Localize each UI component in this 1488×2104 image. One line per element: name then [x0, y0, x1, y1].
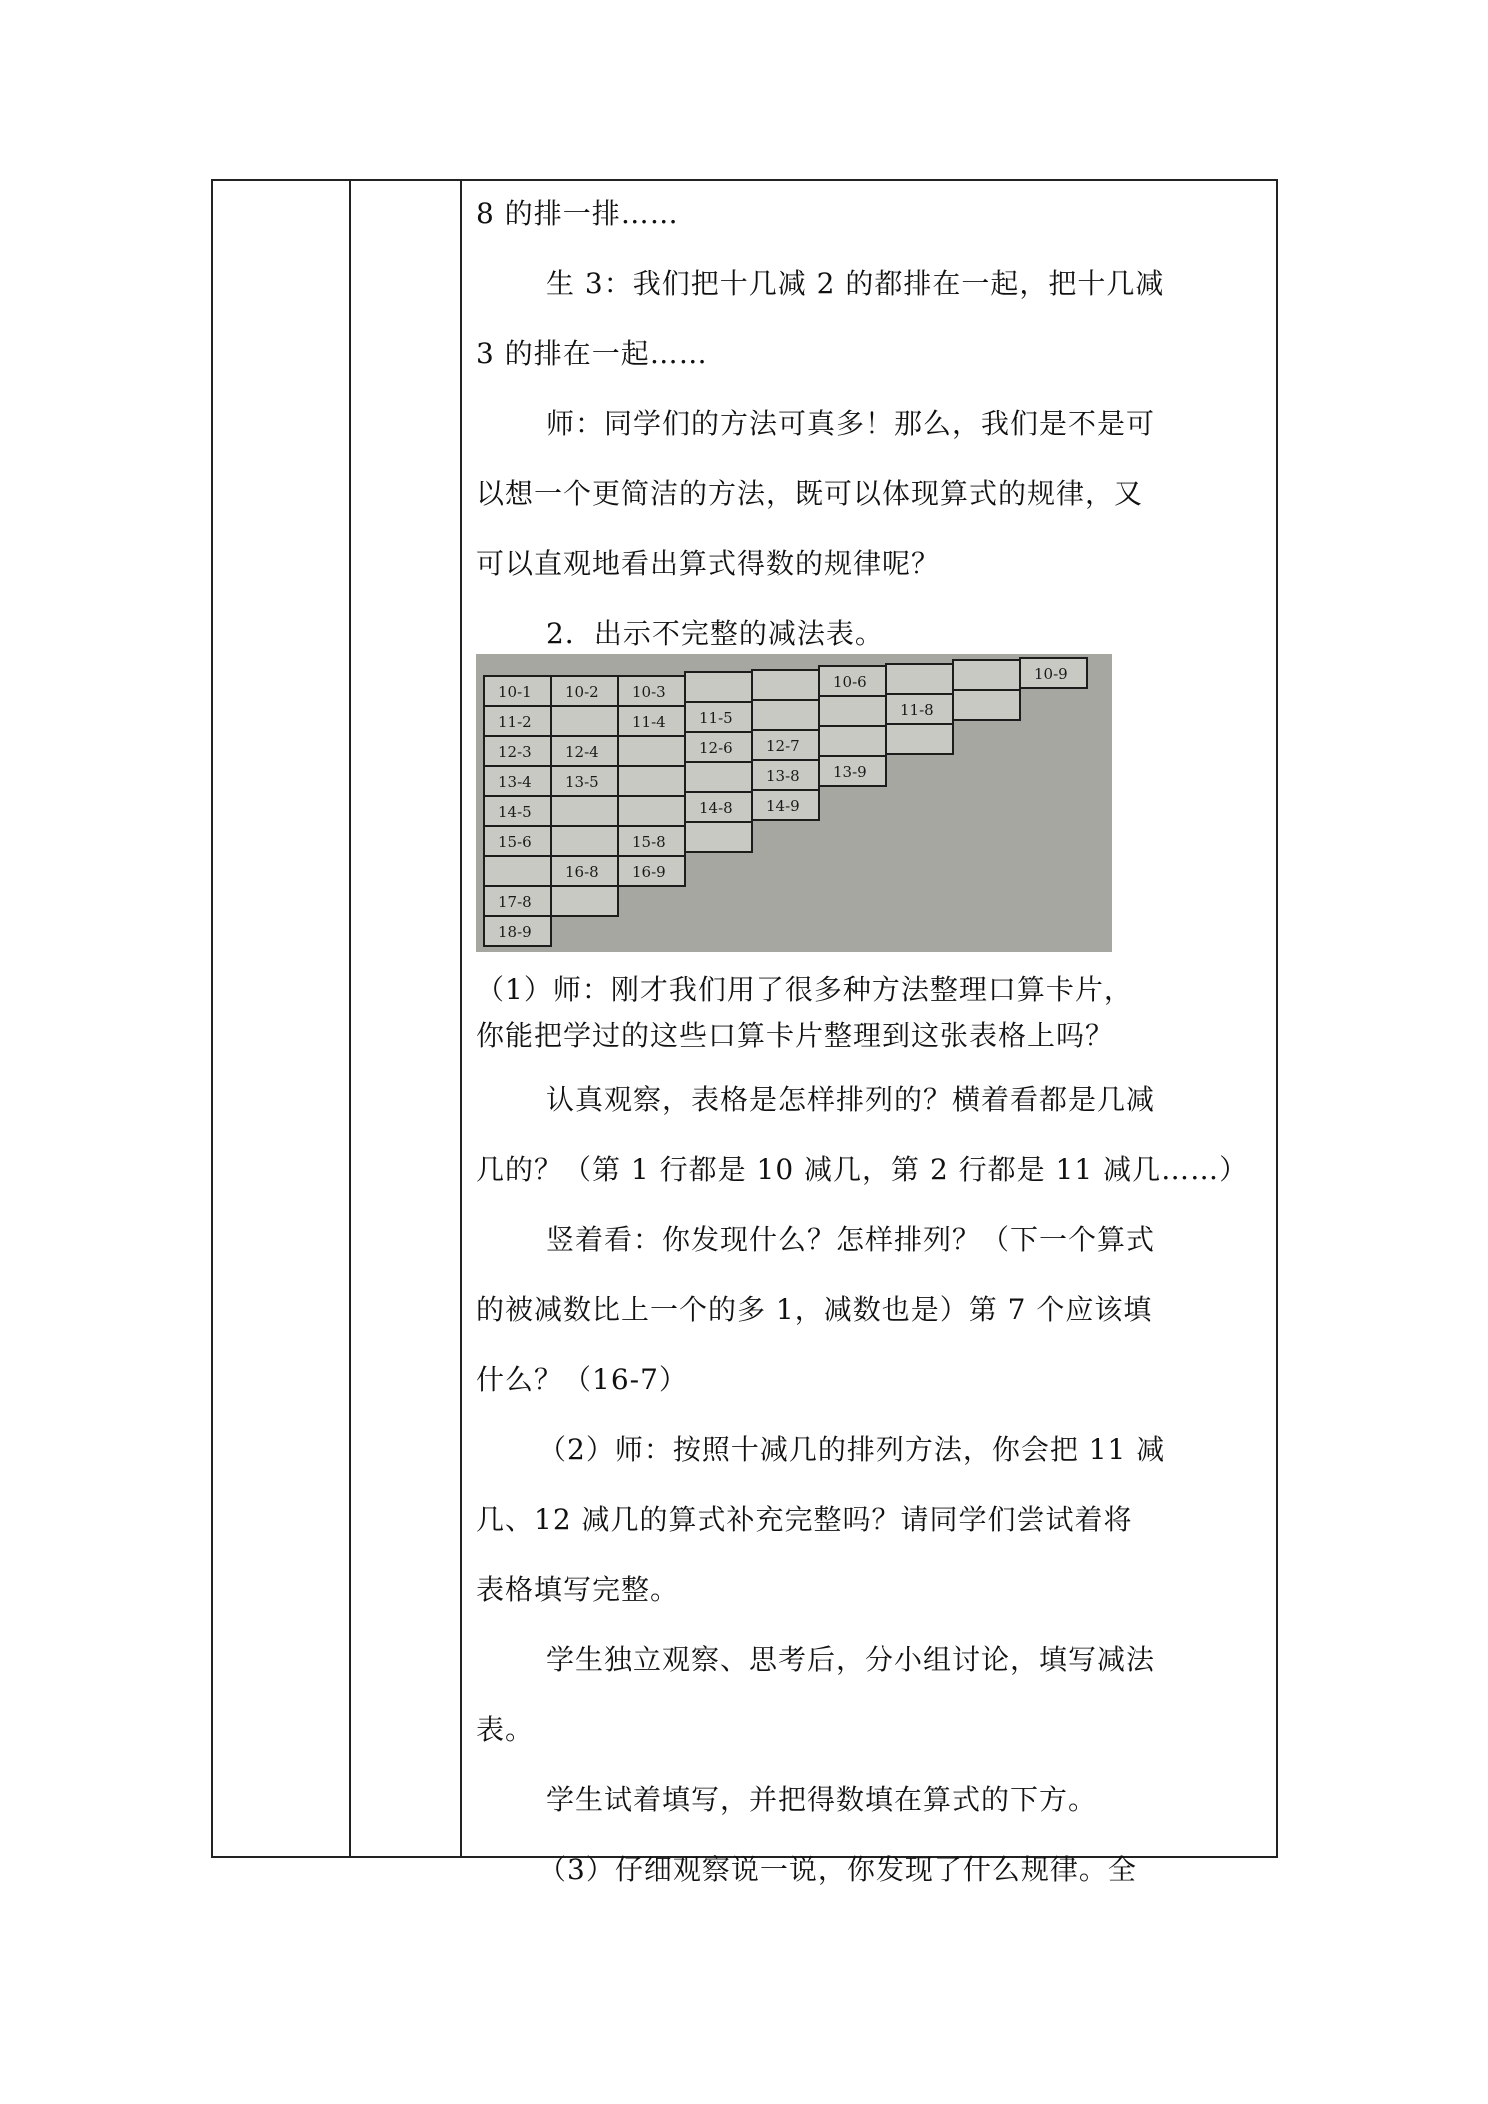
table-cell-label: 10-1: [498, 683, 532, 701]
table-cell: [551, 796, 618, 826]
paragraph: 8 的排一排……: [476, 197, 679, 230]
table-cell-label: 11-4: [632, 713, 666, 731]
table-cell: [953, 660, 1020, 690]
paragraph: 表格填写完整。: [476, 1573, 680, 1606]
table-cell: [886, 664, 953, 694]
table-cell-label: 13-4: [498, 773, 532, 791]
paragraph: 认真观察，表格是怎样排列的？横着看都是几减: [546, 1083, 1156, 1116]
table-cell-label: 13-8: [766, 767, 800, 785]
table-cell: [953, 690, 1020, 720]
table-cell-label: 12-6: [699, 739, 733, 757]
table-cell-label: 11-2: [498, 713, 532, 731]
table-cell-label: 14-9: [766, 797, 800, 815]
lesson-content-cell: [476, 179, 1266, 1905]
table-cell: [484, 856, 551, 886]
table-cell-label: 15-8: [632, 833, 666, 851]
column-divider-2: [460, 179, 462, 1858]
table-cell-label: 13-9: [833, 763, 867, 781]
table-cell: [685, 822, 752, 852]
subtraction-table-figure: [476, 654, 1112, 952]
paragraph: 可以直观地看出算式得数的规律呢？: [476, 547, 941, 580]
paragraph: 几的？（第 1 行都是 10 减几，第 2 行都是 11 减几……）: [476, 1153, 1249, 1186]
paragraph: 的被减数比上一个的多 1，减数也是）第 7 个应该填: [476, 1293, 1153, 1326]
paragraph: 你能把学过的这些口算卡片整理到这张表格上吗？: [476, 1019, 1115, 1052]
paragraph: 学生试着填写，并把得数填在算式的下方。: [546, 1783, 1098, 1816]
table-cell-label: 11-5: [699, 709, 733, 727]
paragraph: 表。: [476, 1713, 535, 1746]
table-cell-label: 12-3: [498, 743, 532, 761]
table-cell: [685, 762, 752, 792]
table-cell-label: 11-8: [900, 701, 934, 719]
table-cell: [551, 886, 618, 916]
paragraph: 2．出示不完整的减法表。: [546, 617, 884, 650]
table-cell-label: 16-8: [565, 863, 599, 881]
table-cell-label: 12-7: [766, 737, 800, 755]
table-cell: [618, 736, 685, 766]
table-cell: [618, 766, 685, 796]
table-cell-label: 10-9: [1034, 665, 1068, 683]
table-cell-label: 14-8: [699, 799, 733, 817]
table-cell: [618, 796, 685, 826]
column-divider-1: [349, 179, 351, 1858]
table-cell-label: 14-5: [498, 803, 532, 821]
paragraph: 竖着看：你发现什么？怎样排列？（下一个算式: [546, 1223, 1156, 1256]
table-cell-label: 17-8: [498, 893, 532, 911]
paragraph: 3 的排在一起……: [476, 337, 708, 370]
paragraph: 几、12 减几的算式补充完整吗？请同学们尝试着将: [476, 1503, 1133, 1536]
table-cell-label: 10-6: [833, 673, 867, 691]
paragraph: 什么？（16-7）: [476, 1363, 688, 1396]
paragraph: 以想一个更简洁的方法，既可以体现算式的规律，又: [476, 477, 1144, 510]
table-cell-label: 18-9: [498, 923, 532, 941]
table-cell: [752, 700, 819, 730]
table-cell: [752, 670, 819, 700]
subtraction-table-photo: [476, 654, 1112, 952]
paragraph: （2）师：按照十减几的排列方法，你会把 11 减: [538, 1433, 1166, 1466]
table-cell-label: 10-2: [565, 683, 599, 701]
paragraph: 学生独立观察、思考后，分小组讨论，填写减法: [546, 1643, 1156, 1676]
paragraph: （3）仔细观察说一说，你发现了什么规律。全: [538, 1853, 1137, 1886]
paragraph: 生 3：我们把十几减 2 的都排在一起，把十几减: [546, 267, 1165, 300]
table-cell-label: 16-9: [632, 863, 666, 881]
table-cell: [551, 706, 618, 736]
table-cell: [819, 696, 886, 726]
paragraph: （1）师：刚才我们用了很多种方法整理口算卡片，: [476, 973, 1133, 1006]
table-cell: [551, 826, 618, 856]
table-cell: [886, 724, 953, 754]
table-cell-label: 12-4: [565, 743, 599, 761]
table-cell: [819, 726, 886, 756]
table-cell: [685, 672, 752, 702]
table-cell-label: 15-6: [498, 833, 532, 851]
table-cell-label: 13-5: [565, 773, 599, 791]
paragraph: 师：同学们的方法可真多！那么，我们是不是可: [546, 407, 1156, 440]
table-cell-label: 10-3: [632, 683, 666, 701]
